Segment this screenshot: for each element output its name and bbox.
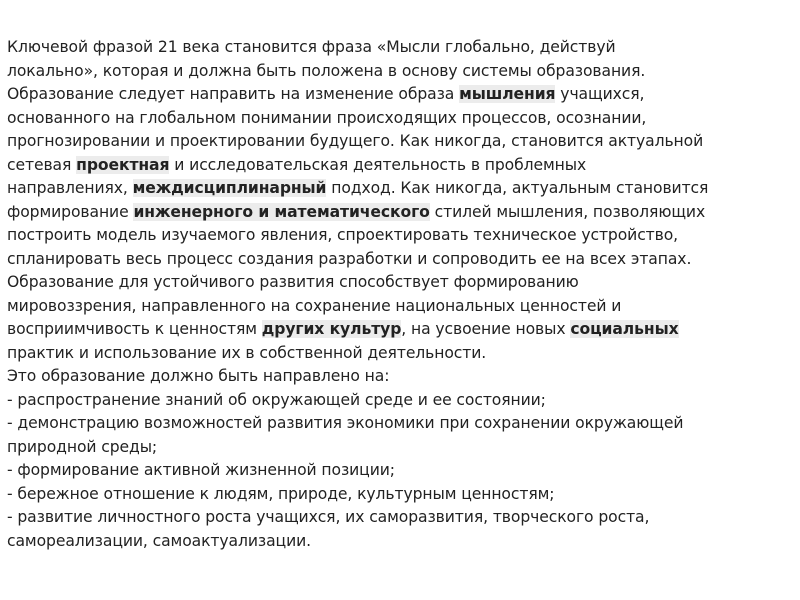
text-segment: мировоззрения, направленного на сохранение национальных ценностей и bbox=[7, 296, 622, 315]
text-line bbox=[7, 389, 793, 413]
text-line bbox=[7, 224, 793, 248]
highlighted-term: мышления bbox=[459, 85, 556, 103]
text-segment: восприимчивость к ценностям bbox=[7, 320, 262, 338]
highlighted-term: социальных bbox=[570, 320, 679, 338]
text-line bbox=[7, 412, 793, 436]
text-segment: самореализации, самоактуализации. bbox=[7, 531, 311, 550]
text-line bbox=[7, 177, 793, 201]
text-segment: природной среды; bbox=[7, 437, 158, 456]
text-line bbox=[7, 60, 793, 84]
text-line bbox=[7, 318, 793, 342]
text-segment: локально», которая и должна быть положена в основу системы образования. bbox=[7, 61, 646, 80]
text-line bbox=[7, 154, 793, 178]
text-segment: - формирование активной жизненной позиции; bbox=[7, 461, 395, 479]
text-line bbox=[7, 342, 793, 366]
text-line bbox=[7, 36, 793, 60]
text-segment: Это образование должно быть направлено на: bbox=[7, 367, 390, 385]
text-segment: построить модель изучаемого явления, спроектировать техническое устройство, bbox=[7, 226, 679, 244]
text-segment: - бережное отношение к людям, природе, культурным ценностям; bbox=[7, 484, 555, 503]
text-segment: спланировать весь процесс создания разработки и сопроводить ее на всех этапах. bbox=[7, 249, 692, 268]
text-segment: и исследовательская деятельность в проблемных bbox=[169, 155, 587, 174]
text-line bbox=[7, 107, 793, 131]
text-line bbox=[7, 248, 793, 272]
text-segment: Образование следует направить на изменение образа bbox=[7, 85, 460, 103]
text-line bbox=[7, 295, 793, 319]
text-line bbox=[7, 530, 793, 554]
text-segment: , на усвоение новых bbox=[401, 320, 571, 338]
highlighted-term: проектная bbox=[76, 155, 170, 174]
highlighted-term: инженерного и математического bbox=[133, 202, 430, 221]
text-segment: сетевая bbox=[7, 155, 77, 174]
text-line bbox=[7, 483, 793, 507]
highlighted-term: других культур bbox=[261, 320, 402, 338]
text-segment: - развитие личностного роста учащихся, их саморазвития, творческого роста, bbox=[7, 508, 650, 526]
text-line bbox=[7, 506, 793, 530]
text-segment: направлениях, bbox=[7, 179, 133, 197]
text-segment: прогнозировании и проектировании будущего. Как никогда, становится актуальной bbox=[7, 132, 704, 150]
text-segment: стилей мышления, позволяющих bbox=[429, 202, 706, 221]
text-segment: - демонстрацию возможностей развития экономики при сохранении окружающей bbox=[7, 414, 684, 432]
text-line bbox=[7, 130, 793, 154]
text-segment: подход. Как никогда, актуальным становится bbox=[326, 179, 709, 197]
text-line bbox=[7, 365, 793, 389]
text-line bbox=[7, 83, 793, 107]
text-segment: практик и использование их в собственной деятельности. bbox=[7, 343, 487, 362]
text-line bbox=[7, 459, 793, 483]
document-body bbox=[7, 36, 793, 553]
text-segment: учащихся, bbox=[555, 85, 645, 103]
text-segment: - распространение знаний об окружающей среде и ее состоянии; bbox=[7, 390, 546, 409]
text-line bbox=[7, 201, 793, 225]
text-line bbox=[7, 436, 793, 460]
highlighted-term: междисциплинарный bbox=[132, 179, 327, 197]
text-segment: основанного на глобальном понимании происходящих процессов, осознании, bbox=[7, 108, 647, 127]
text-segment: Образование для устойчивого развития способствует формированию bbox=[7, 273, 579, 291]
text-line bbox=[7, 271, 793, 295]
text-segment: Ключевой фразой 21 века становится фраза «Мысли глобально, действуй bbox=[7, 38, 616, 56]
text-segment: формирование bbox=[7, 202, 134, 221]
